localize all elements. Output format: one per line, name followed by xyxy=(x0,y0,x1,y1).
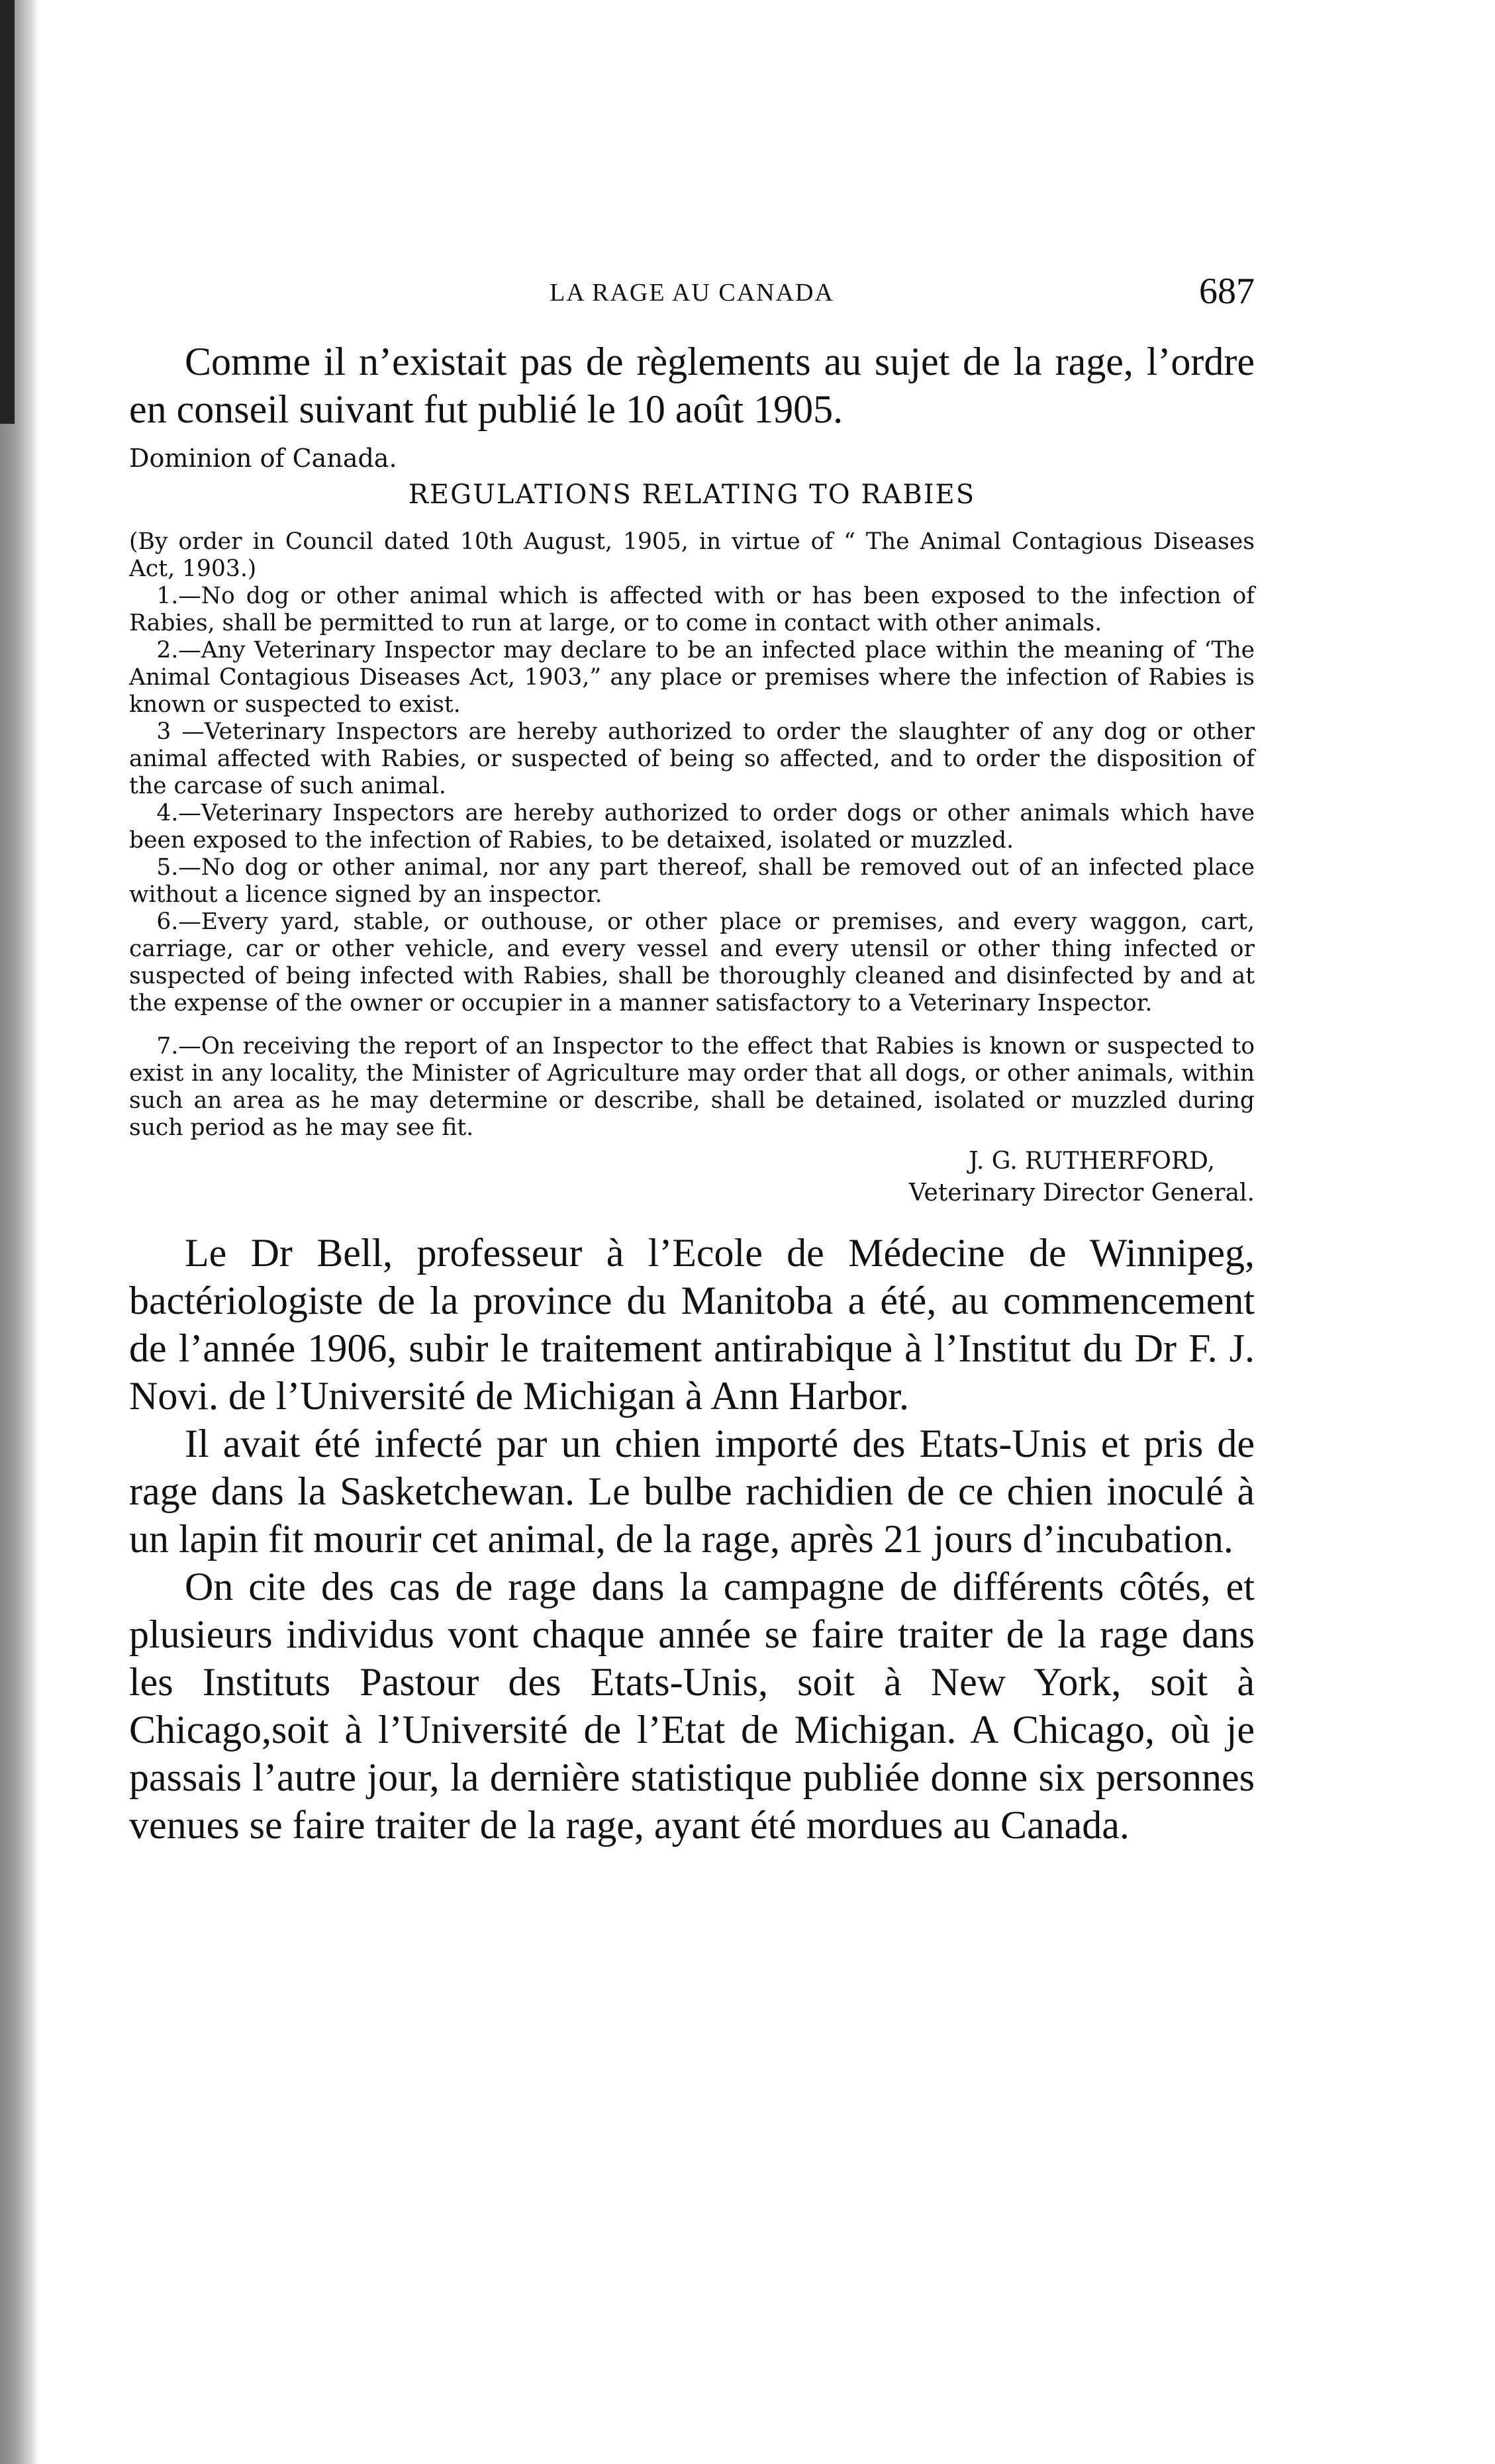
regulation-item: 4.—Veterinary Inspectors are hereby authorized to order dogs or other animals which have been exposed to the infection of Rabies, to be detaixed, isolated or muzzled. xyxy=(129,800,1255,854)
intro-paragraph: Comme il n’existait pas de règlements au sujet de la rage, l’ordre en conseil suivant fut publié le 10 août 1905. xyxy=(129,340,1255,431)
french-paragraph: Il avait été infecté par un chien importé des Etats-Unis et pris de rage dans la Sasketchewan. Le bulbe rachidien de ce chien inoculé à un lapin fit mourir cet animal, de la rage, après 21 jours d’incubation. xyxy=(129,1422,1255,1561)
regulation-item: 5.—No dog or other animal, nor any part thereof, shall be removed out of an infected place without a licence signed by an inspector. xyxy=(129,854,1255,908)
scan-edge-dark xyxy=(0,0,15,424)
running-head xyxy=(129,265,1255,338)
running-title: LA RAGE AU CANADA xyxy=(550,279,834,307)
regulation-item: 2.—Any Veterinary Inspector may declare to be an infected place within the meaning of ‘The Animal Contagious Diseases Act, 1903,” any place or premises where the infection of Rabies is known or suspected to exist. xyxy=(129,637,1255,718)
signature-title: Veterinary Director General. xyxy=(908,1179,1255,1207)
book-page xyxy=(129,265,1255,1849)
signature-block xyxy=(129,1146,1255,1209)
regulation-item: 3 —Veterinary Inspectors are hereby authorized to order the slaughter of any dog or other animal affected with Rabies, or suspected of being so affected, and to order the disposition of the carcase of such animal. xyxy=(129,718,1255,799)
french-text xyxy=(129,1229,1255,1849)
french-paragraph: On cite des cas de rage dans la campagne de différents côtés, et plusieurs individus vont chaque année se faire traiter de la rage dans les Instituts Pastour des Etats-Unis, soit à New York, soit à Chicago,soit à l’Université de l’Etat de Michigan. A Chicago, où je passais l’autre jour, la dernière statistique publiée donne six personnes venues se faire traiter de la rage, ayant été mordues au Canada. xyxy=(129,1565,1255,1847)
document-origin: Dominion of Canada. xyxy=(129,444,397,473)
regulations-preamble: (By order in Council dated 10th August, 1905, in virtue of “ The Animal Contagious Diseases Act, 1903.) xyxy=(129,528,1255,582)
regulation-item: 7.—On receiving the report of an Inspector to the effect that Rabies is known or suspected to exist in any locality, the Minister of Agriculture may order that all dogs, or other animals, within such an area as he may determine or describe, shall be detained, isolated or muzzled during such period as he may see fit. xyxy=(129,1033,1255,1141)
regulation-item: 1.—No dog or other animal which is affected with or has been exposed to the infection of Rabies, shall be permitted to run at large, or to come in contact with other animals. xyxy=(129,583,1255,636)
french-paragraph: Le Dr Bell, professeur à l’Ecole de Médecine de Winnipeg, bactériologiste de la province du Manitoba a été, au commencement de l’année 1906, subir le traitement antirabique à l’Institut du Dr F. J. Novi. de l’Université de Michigan à Ann Harbor. xyxy=(129,1231,1255,1418)
regulation-item: 6.—Every yard, stable, or outhouse, or other place or premises, and every waggon, cart, carriage, car or other vehicle, and every vessel and every utensil or other thing infected or suspected of being infected with Rabies, shall be thoroughly cleaned and disinfected by and at the expense of the owner or occupier in a manner satisfactory to a Veterinary Inspector. xyxy=(129,909,1255,1016)
page-number: 687 xyxy=(1199,271,1255,312)
regulations-title: REGULATIONS RELATING TO RABIES xyxy=(408,479,976,510)
signature-name: J. G. RUTHERFORD, xyxy=(969,1148,1215,1175)
